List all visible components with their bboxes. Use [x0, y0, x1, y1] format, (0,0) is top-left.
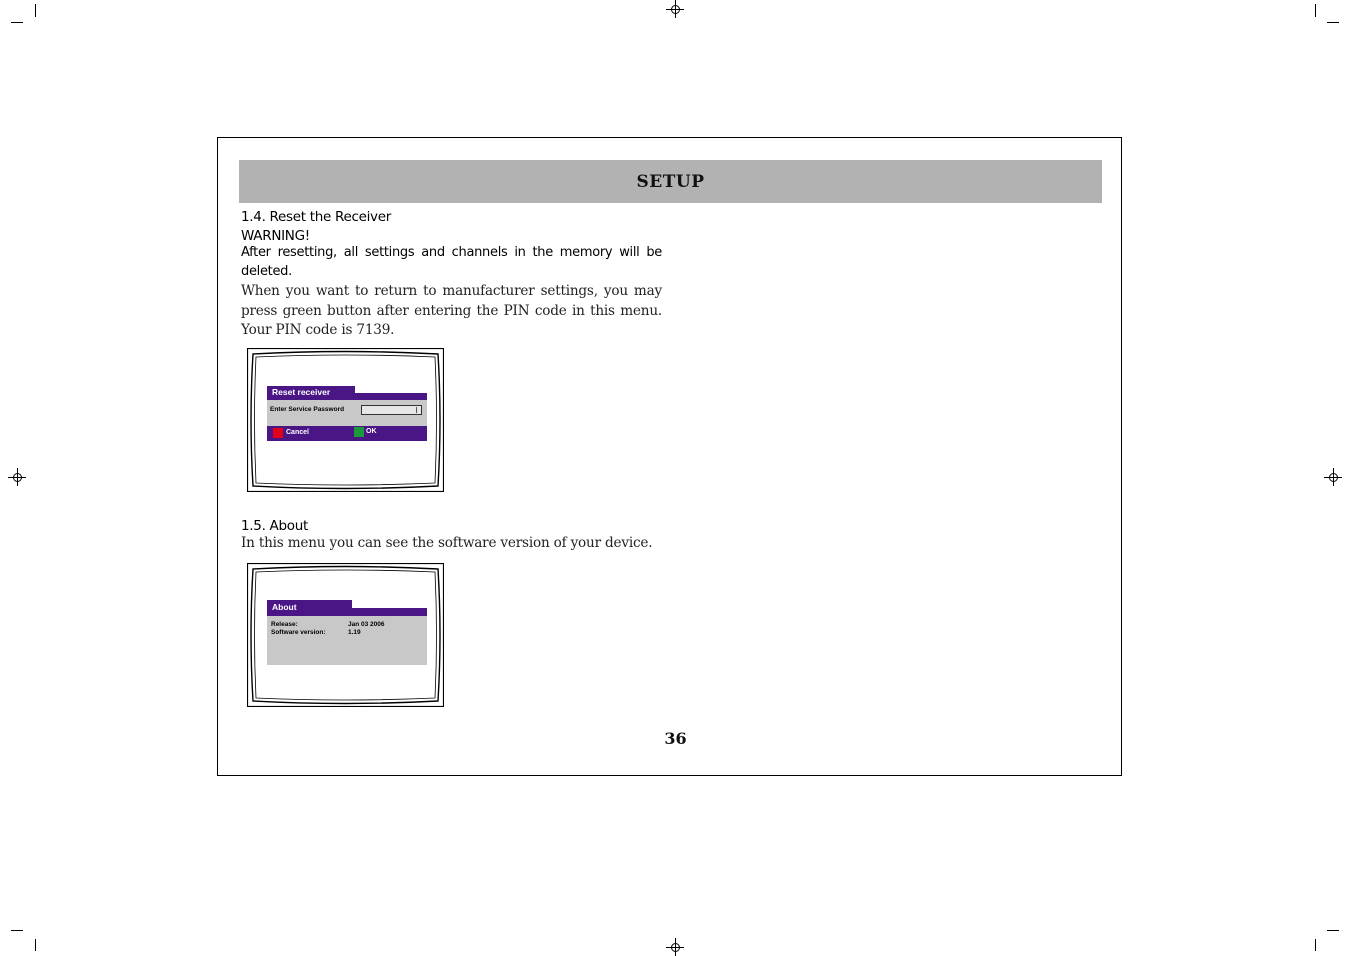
warning-body: After resetting, all settings and channels in the memory will be deleted.	[241, 245, 662, 279]
crop-mark	[1327, 22, 1339, 23]
crop-mark	[1315, 939, 1316, 951]
ok-button[interactable]: OK	[366, 428, 377, 435]
crop-mark	[1315, 4, 1316, 17]
cancel-button[interactable]: Cancel	[286, 429, 309, 436]
page-number: 36	[664, 729, 687, 748]
tv-screen-reset	[247, 348, 444, 492]
release-label: Release:	[271, 621, 298, 628]
reset-section	[241, 209, 662, 341]
osd-footer	[267, 426, 427, 441]
green-key-icon	[354, 427, 364, 437]
warning-title: WARNING!	[241, 228, 310, 244]
password-input[interactable]	[361, 405, 422, 415]
registration-mark	[666, 0, 684, 18]
crop-mark	[35, 939, 36, 951]
osd-title-bar	[347, 393, 427, 400]
about-heading: 1.5. About	[241, 518, 308, 534]
crop-mark	[11, 22, 23, 23]
about-section	[241, 518, 701, 554]
osd-body	[267, 616, 427, 665]
software-version-value: 1.19	[348, 629, 361, 636]
registration-mark	[1324, 468, 1342, 486]
reset-heading: 1.4. Reset the Receiver	[241, 209, 392, 225]
password-label: Enter Service Password	[270, 406, 345, 413]
about-body: In this menu you can see the software version of your device.	[241, 535, 653, 551]
tv-screen-about	[247, 563, 444, 707]
release-value: Jan 03 2006	[348, 621, 385, 628]
crop-mark	[11, 930, 23, 931]
registration-mark	[8, 468, 26, 486]
registration-mark	[666, 938, 684, 956]
software-version-label: Software version:	[271, 629, 326, 636]
crop-mark	[1327, 930, 1339, 931]
red-key-icon	[273, 428, 283, 438]
section-header	[239, 160, 1102, 203]
page-title: SETUP	[636, 171, 705, 192]
osd-title-bar	[347, 608, 427, 616]
osd-tab-about: About	[267, 600, 352, 616]
crop-mark	[35, 4, 36, 17]
reset-body: When you want to return to manufacturer settings, you may press green button after entering the PIN code in this menu. Your PIN code is 7139.	[241, 283, 662, 338]
osd-body	[267, 400, 427, 426]
osd-tab-reset: Reset receiver	[267, 386, 355, 400]
